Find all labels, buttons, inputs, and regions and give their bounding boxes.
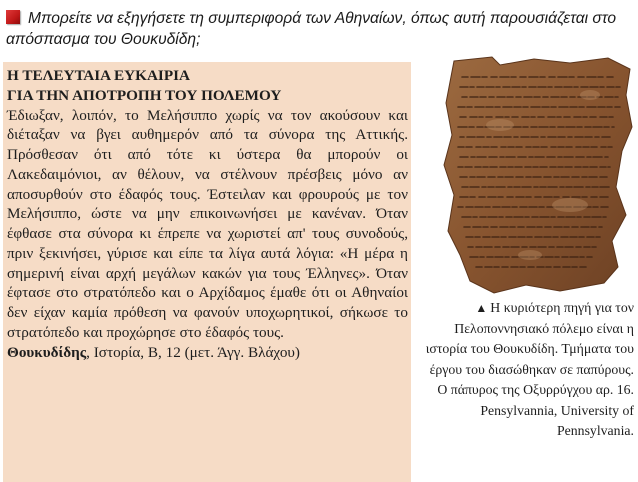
question-text: Μπορείτε να εξηγήσετε τη συμπεριφορά των Αθηναίων, όπως αυτή παρουσιάζεται στο απόσπασμα του Θουκυδίδη;: [6, 10, 617, 48]
question-header: [6, 8, 634, 50]
source-title-line1: Η ΤΕΛΕΥΤΑΙΑ ΕΥΚΑΙΡΙΑ: [7, 67, 190, 84]
papyrus-caption: [420, 298, 634, 442]
triangle-marker-icon: ▲: [475, 301, 488, 315]
source-excerpt-box: [3, 62, 411, 482]
red-square-bullet-icon: [6, 10, 20, 24]
caption-text: Η κυριότερη πηγή για τον Πελοποννησιακό πόλεμο είναι η ιστορία του Θουκυδίδη. Τμήματα του έργου του διασώθηκαν σε παπύρους. Ο πάπυρος της Οξυρρύγχου αρ. 16. Pensylvannia, University of Pennsylvania.: [425, 300, 634, 438]
source-title-line2: ΓΙΑ ΤΗΝ ΑΠΟΤΡΟΠΗ ΤΟΥ ΠΟΛΕΜΟΥ: [7, 86, 282, 104]
source-citation: [7, 343, 408, 363]
citation-details: , Ιστορία, Β, 12 (μετ. Άγγ. Βλάχου): [86, 343, 300, 361]
papyrus-fragment-image: [440, 55, 636, 295]
citation-author: Θουκυδίδης: [7, 343, 87, 361]
source-body-text: Έδιωξαν, λοιπόν, το Μελήσιππο χωρίς να τον ακούσουν και διέταξαν να βγει αυθημερόν από τα σύνορα της Αττικής. Πρόσθεσαν ότι από τότε κι ύστερα θα μπορούν οι Λακεδαιμόνιοι, αν θέλουν, να στέλνουν πρέσβεις μόνο αν αποσυρθούν στο έδαφός τους. Έστειλαν και φρουρούς με τον Μελήσιππο, ώστε να μην επικοινωνήσει με κανέναν. Όταν έφθασε στα σύνορα κι έπρεπε να χωριστεί απ' τους συνοδούς, πριν ξεκινήσει, γύρισε και είπε τα λίγα αυτά λόγια: «Η μέρα η σημερινή είναι αρχή μεγάλων κακών για τους Έλληνες». Όταν έφτασε στο στρατόπεδο και ο Αρχίδαμος έμαθε ότι οι Αθηναίοι δεν είχαν καμία πρόθεση να φανούν υποχωρητικοί, σήκωσε το στρατόπεδο και προχώρησε στο έδαφός τους.: [7, 106, 408, 341]
